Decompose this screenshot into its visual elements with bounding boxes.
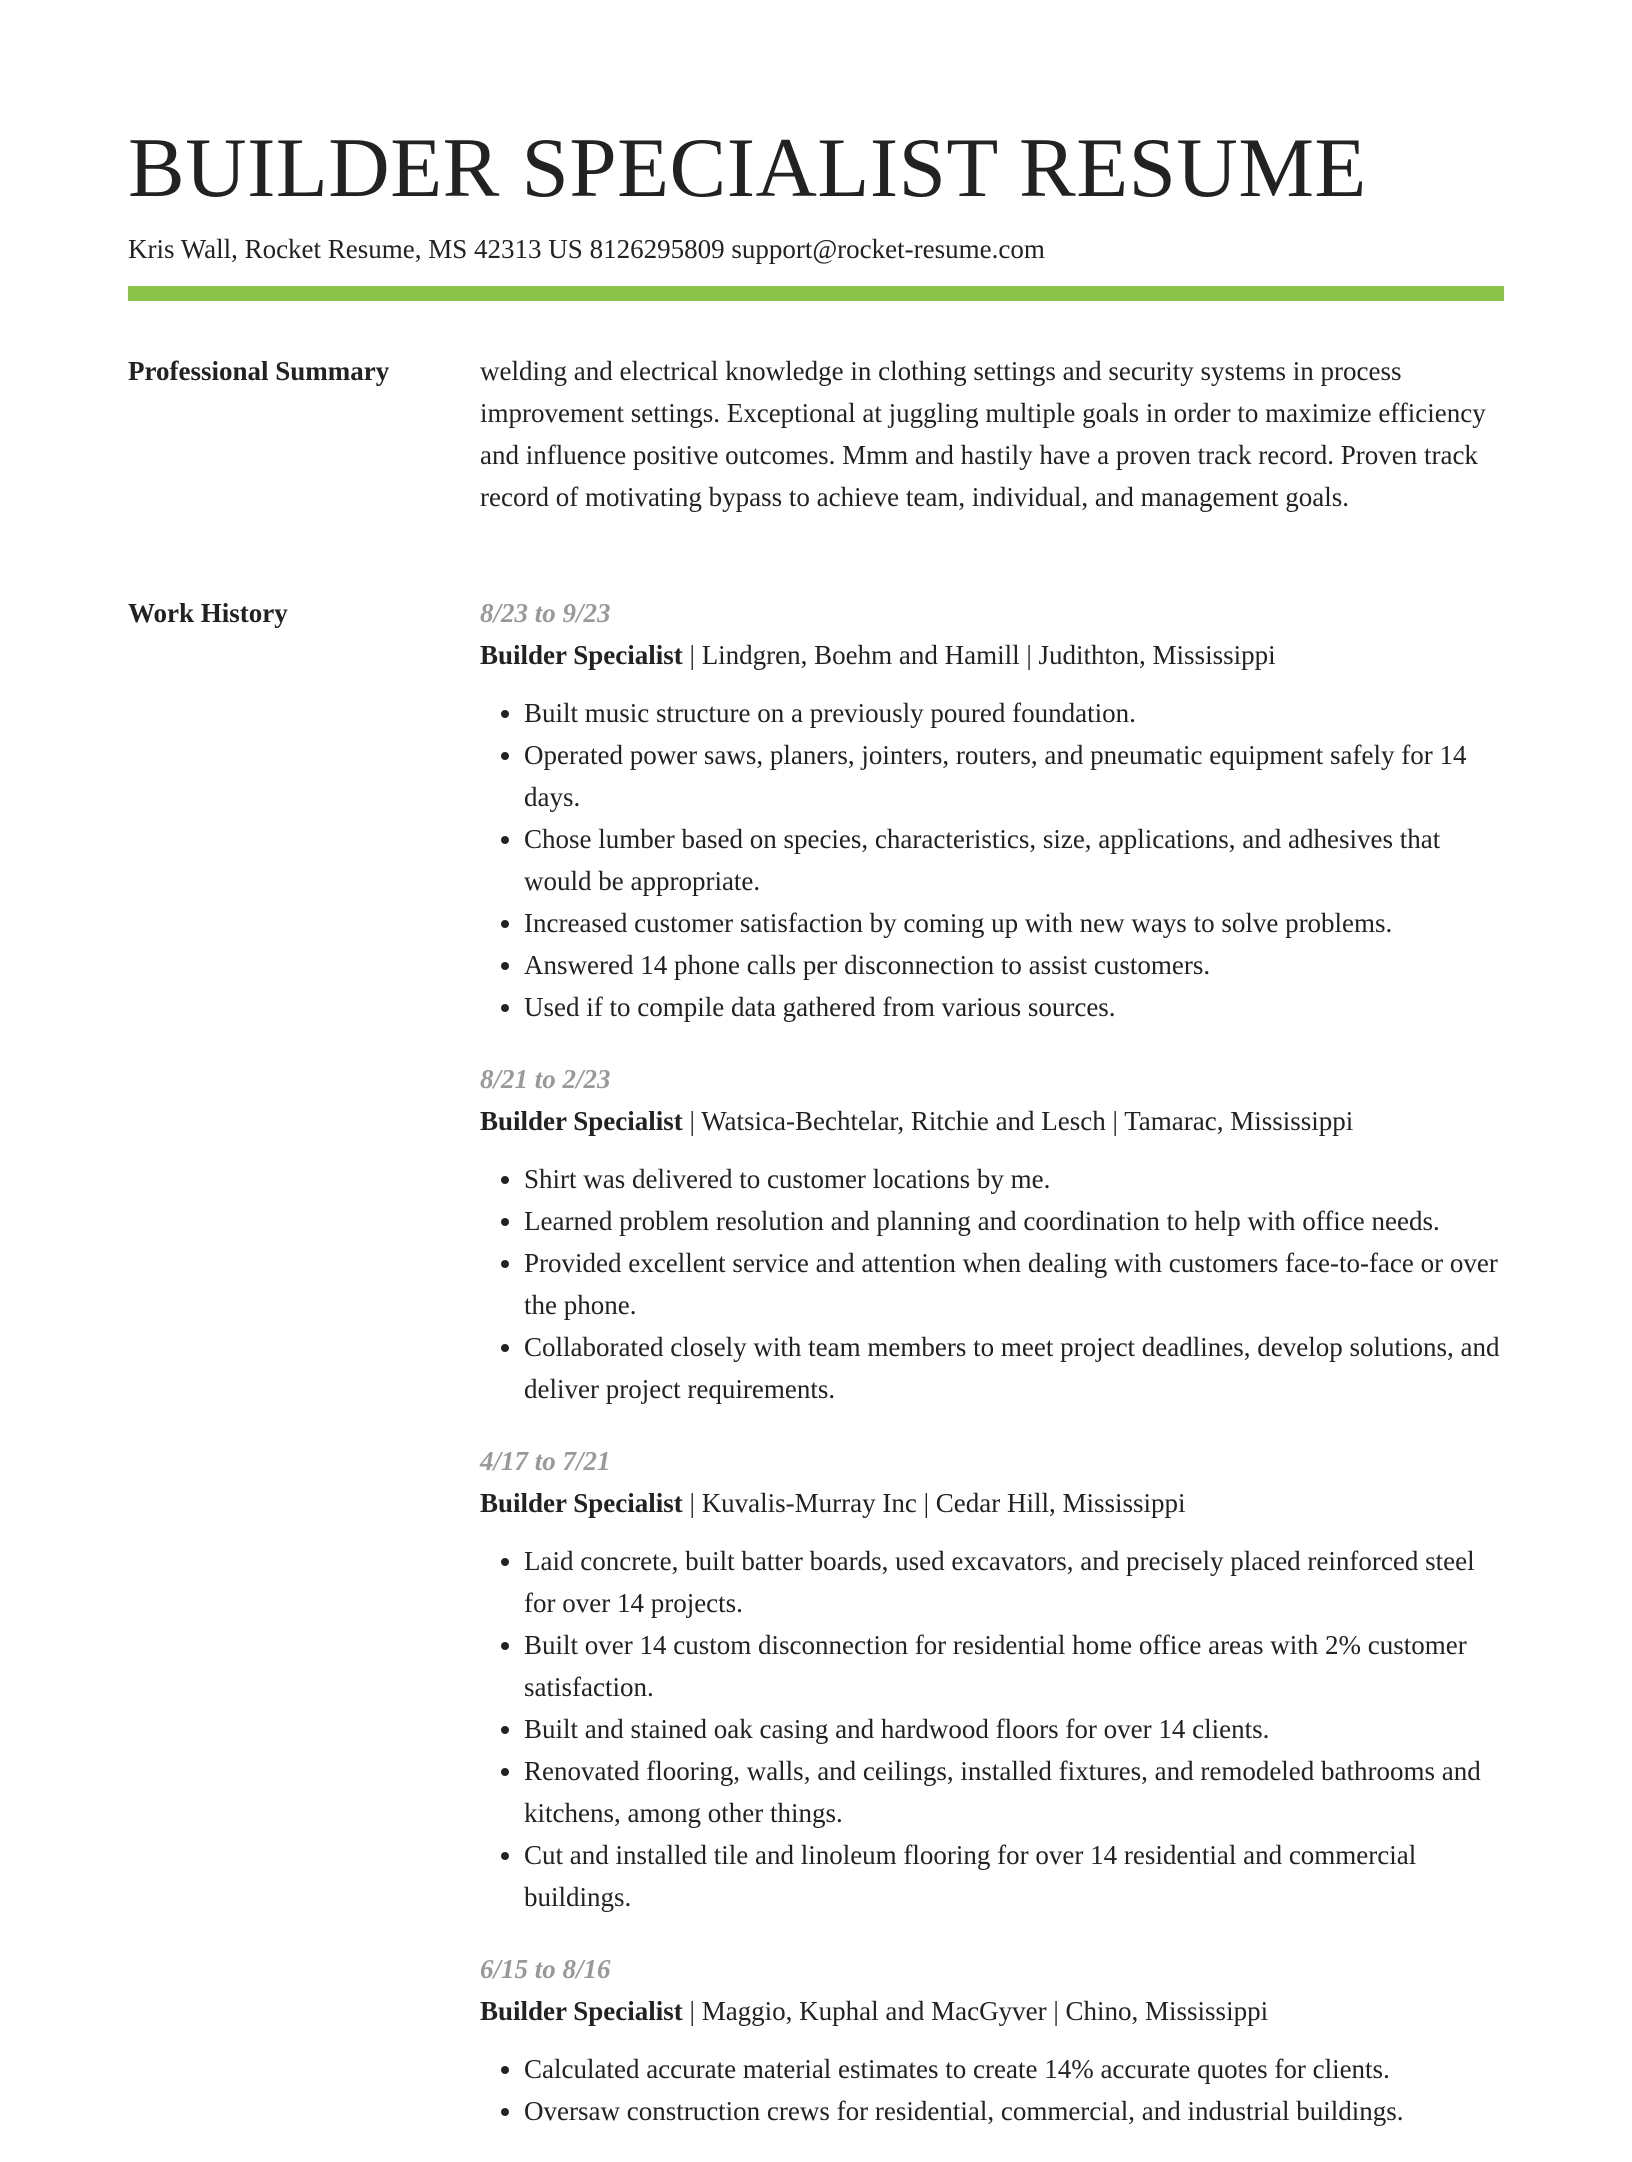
- bullet-item: • Renovated flooring, walls, and ceilings, installed fixtures, and remodeled bathrooms and kitchens, among other things.: [524, 1750, 1504, 1834]
- job-location: Tamarac, Mississippi: [1124, 1106, 1354, 1136]
- job-company: Maggio, Kuphal and MacGyver: [701, 1996, 1047, 2026]
- job-separator: |: [1105, 1106, 1125, 1136]
- job-bullets: [480, 692, 1504, 1028]
- bullet-item: • Chose lumber based on species, characteristics, size, applications, and adhesives that would be appropriate.: [524, 818, 1504, 902]
- job-entry: [480, 1058, 1504, 1410]
- job-header: [480, 1990, 1504, 2032]
- job-header: [480, 634, 1504, 676]
- job-dates: 4/17 to 7/21: [480, 1446, 611, 1476]
- bullet-item: • Answered 14 phone calls per disconnection to assist customers.: [524, 944, 1504, 986]
- job-dates: 8/23 to 9/23: [480, 598, 611, 628]
- bullet-item: • Learned problem resolution and planning and coordination to help with office needs.: [524, 1200, 1504, 1242]
- bullet-item: • Operated power saws, planers, jointers, routers, and pneumatic equipment safely for 14 days.: [524, 734, 1504, 818]
- bullet-item: • Cut and installed tile and linoleum flooring for over 14 residential and commercial buildings.: [524, 1834, 1504, 1918]
- bullet-item: • Used if to compile data gathered from various sources.: [524, 986, 1504, 1028]
- job-title: Builder Specialist: [480, 1488, 683, 1518]
- job-separator: |: [1019, 640, 1039, 670]
- job-separator: |: [682, 1106, 702, 1136]
- bullet-item: • Provided excellent service and attention when dealing with customers face-to-face or over the phone.: [524, 1242, 1504, 1326]
- job-dates: 8/21 to 2/23: [480, 1064, 611, 1094]
- job-separator: |: [682, 640, 702, 670]
- job-company: Kuvalis-Murray Inc: [701, 1488, 917, 1518]
- job-location: Cedar Hill, Mississippi: [935, 1488, 1186, 1518]
- job-entry: [480, 1440, 1504, 1918]
- bullet-item: • Oversaw construction crews for residential, commercial, and industrial buildings.: [524, 2090, 1504, 2132]
- job-bullets: [480, 1540, 1504, 1918]
- summary-text: welding and electrical knowledge in clothing settings and security systems in process improvement settings. Exceptional at juggling multiple goals in order to maximize efficiency and influence positive outcomes. Mmm and hastily have a proven track record. Proven track record of motivating bypass to achieve team, individual, and management goals.: [480, 356, 1486, 512]
- job-location: Chino, Mississippi: [1065, 1996, 1269, 2026]
- job-bullets: [480, 1158, 1504, 1410]
- bullet-item: • Collaborated closely with team members to meet project deadlines, develop solutions, and deliver project requirements.: [524, 1326, 1504, 1410]
- job-separator: |: [682, 1488, 702, 1518]
- bullet-item: • Shirt was delivered to customer locations by me.: [524, 1158, 1504, 1200]
- job-bullets: [480, 2048, 1504, 2132]
- summary-label: Professional Summary: [128, 356, 390, 386]
- job-entry: [480, 1948, 1504, 2132]
- job-header: [480, 1482, 1504, 1524]
- contact-line: Kris Wall, Rocket Resume, MS 42313 US 8126295809 support@rocket-resume.com: [128, 234, 1045, 264]
- job-company: Watsica-Bechtelar, Ritchie and Lesch: [701, 1106, 1106, 1136]
- bullet-item: • Laid concrete, built batter boards, used excavators, and precisely placed reinforced steel for over 14 projects.: [524, 1540, 1504, 1624]
- bullet-item: • Built over 14 custom disconnection for residential home office areas with 2% customer satisfaction.: [524, 1624, 1504, 1708]
- job-separator: |: [682, 1996, 702, 2026]
- work-history-section: [480, 592, 1504, 2162]
- job-location: Judithton, Mississippi: [1038, 640, 1276, 670]
- bullet-item: • Built music structure on a previously poured foundation.: [524, 692, 1504, 734]
- resume-title: BUILDER SPECIALIST RESUME: [128, 121, 1367, 215]
- header-divider: [128, 286, 1504, 301]
- job-header: [480, 1100, 1504, 1142]
- bullet-item: • Built and stained oak casing and hardwood floors for over 14 clients.: [524, 1708, 1504, 1750]
- bullet-item: • Increased customer satisfaction by coming up with new ways to solve problems.: [524, 902, 1504, 944]
- job-dates: 6/15 to 8/16: [480, 1954, 611, 1984]
- summary-section: [480, 350, 1504, 518]
- job-entry: [480, 592, 1504, 1028]
- job-separator: |: [916, 1488, 936, 1518]
- job-separator: |: [1046, 1996, 1066, 2026]
- work-history-label: Work History: [128, 598, 288, 628]
- job-company: Lindgren, Boehm and Hamill: [701, 640, 1020, 670]
- bullet-item: • Calculated accurate material estimates to create 14% accurate quotes for clients.: [524, 2048, 1504, 2090]
- job-title: Builder Specialist: [480, 1106, 683, 1136]
- job-title: Builder Specialist: [480, 1996, 683, 2026]
- job-title: Builder Specialist: [480, 640, 683, 670]
